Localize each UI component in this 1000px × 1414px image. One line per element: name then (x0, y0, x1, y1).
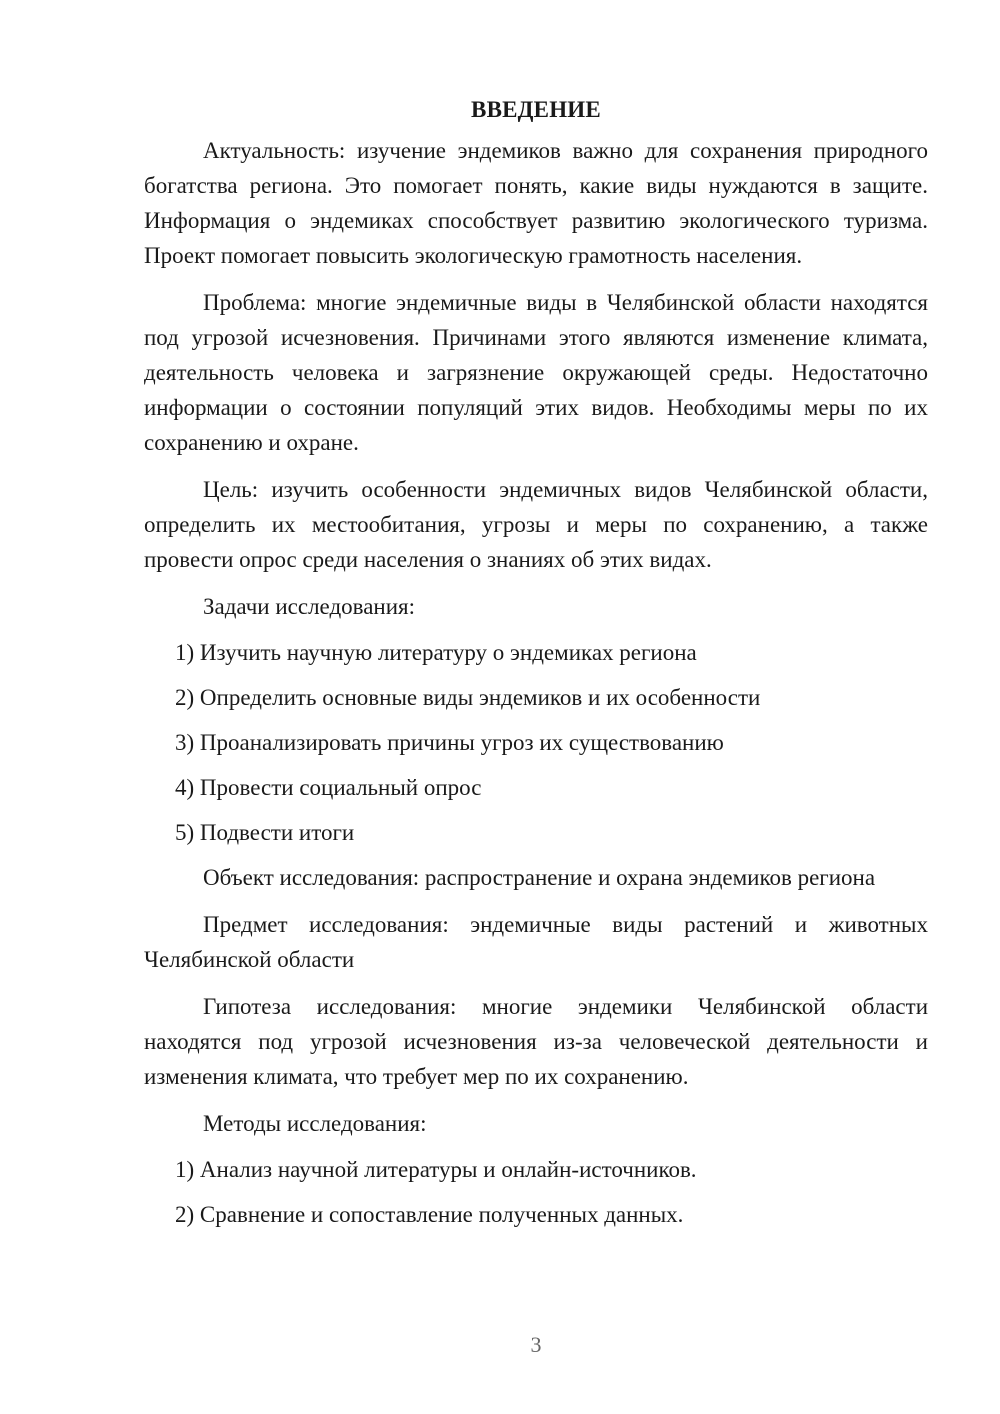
tasks-heading: Задачи исследования: (203, 594, 416, 619)
relevance-paragraph: Актуальность: изучение эндемиков важно для сохранения природного богатства региона. Это помогает понять, какие виды нуждаются в защите. Информация о эндемиках способствует развитию экологического туризма. Проект помогает повысить экологическую грамотность населения. (144, 138, 928, 268)
task-item: 3) Проанализировать причины угроз их существованию (175, 730, 724, 755)
page-content (144, 94, 928, 1242)
page-title: ВВЕДЕНИЕ (471, 97, 601, 122)
subject-paragraph: Предмет исследования: эндемичные виды растений и животных Челябинской области (144, 912, 928, 972)
goal-paragraph: Цель: изучить особенности эндемичных видов Челябинской области, определить их местообитания, угрозы и меры по сохранению, а также провести опрос среди населения о знаниях об этих видах. (144, 477, 928, 572)
task-item: 2) Определить основные виды эндемиков и их особенности (175, 685, 761, 710)
task-item: 1) Изучить научную литературу о эндемиках региона (175, 640, 697, 665)
problem-paragraph: Проблема: многие эндемичные виды в Челябинской области находятся под угрозой исчезновения. Причинами этого являются изменение климата, деятельность человека и загрязнение окружающей среды. Недостаточно информации о состоянии популяций этих видов. Необходимы меры по их сохранению и охране. (144, 290, 928, 455)
method-item: 2) Сравнение и сопоставление полученных данных. (175, 1202, 684, 1227)
page-number: 3 (530, 1332, 542, 1357)
task-item: 5) Подвести итоги (175, 820, 355, 845)
method-item: 1) Анализ научной литературы и онлайн-источников. (175, 1157, 697, 1182)
object-paragraph: Объект исследования: распространение и охрана эндемиков региона (203, 865, 876, 890)
methods-heading: Методы исследования: (203, 1111, 427, 1136)
task-item: 4) Провести социальный опрос (175, 775, 482, 800)
hypothesis-paragraph: Гипотеза исследования: многие эндемики Челябинской области находятся под угрозой исчезновения из-за человеческой деятельности и изменения климата, что требует мер по их сохранению. (144, 994, 928, 1089)
